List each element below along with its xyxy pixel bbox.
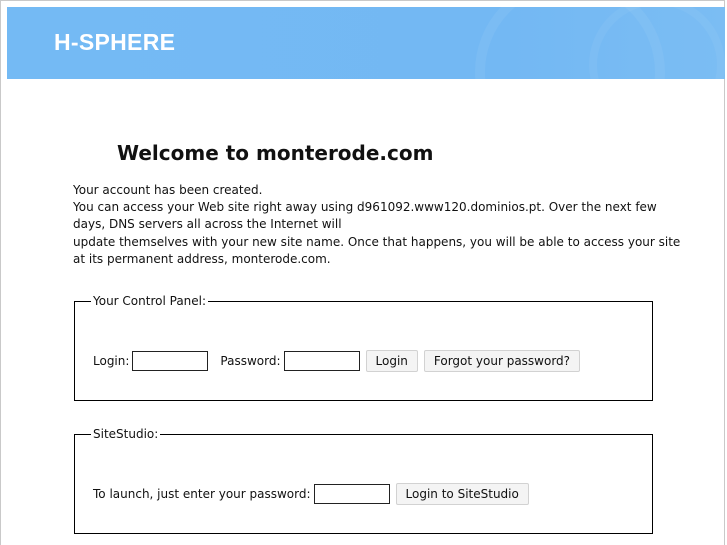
sitestudio-fieldset: [74, 427, 653, 534]
header-banner: [7, 7, 725, 79]
control-panel-legend: Your Control Panel:: [93, 294, 207, 308]
sitestudio-instruction: To launch, just enter your password:: [93, 487, 311, 501]
banner-decoration: [589, 7, 725, 79]
account-created-message: [73, 182, 681, 268]
sitestudio-login-row: [93, 483, 529, 505]
message-line: You can access your Web site right away using d961092.www120.dominios.pt. Over the next few: [73, 200, 657, 215]
message-line: Your account has been created.: [73, 183, 263, 197]
password-input[interactable]: [284, 351, 360, 371]
login-button[interactable]: Login: [366, 350, 418, 372]
login-label: Login:: [93, 354, 130, 368]
password-label: Password:: [220, 354, 281, 368]
message-line: days, DNS servers all across the Internet will: [73, 217, 342, 232]
hsphere-logo: H-SPHERE: [54, 29, 176, 55]
login-to-sitestudio-button[interactable]: Login to SiteStudio: [396, 483, 529, 505]
forgot-password-button[interactable]: Forgot your password?: [424, 350, 580, 372]
control-panel-login-row: [93, 350, 580, 372]
message-line: at its permanent address, monterode.com.: [73, 251, 331, 266]
sitestudio-legend: SiteStudio:: [93, 427, 159, 441]
sitestudio-password-input[interactable]: [314, 484, 390, 504]
page-title: Welcome to monterode.com: [117, 141, 434, 165]
login-input[interactable]: [132, 351, 208, 371]
message-line: update themselves with your new site name. Once that happens, you will be able to access your site: [73, 234, 681, 249]
control-panel-fieldset: [74, 294, 653, 401]
